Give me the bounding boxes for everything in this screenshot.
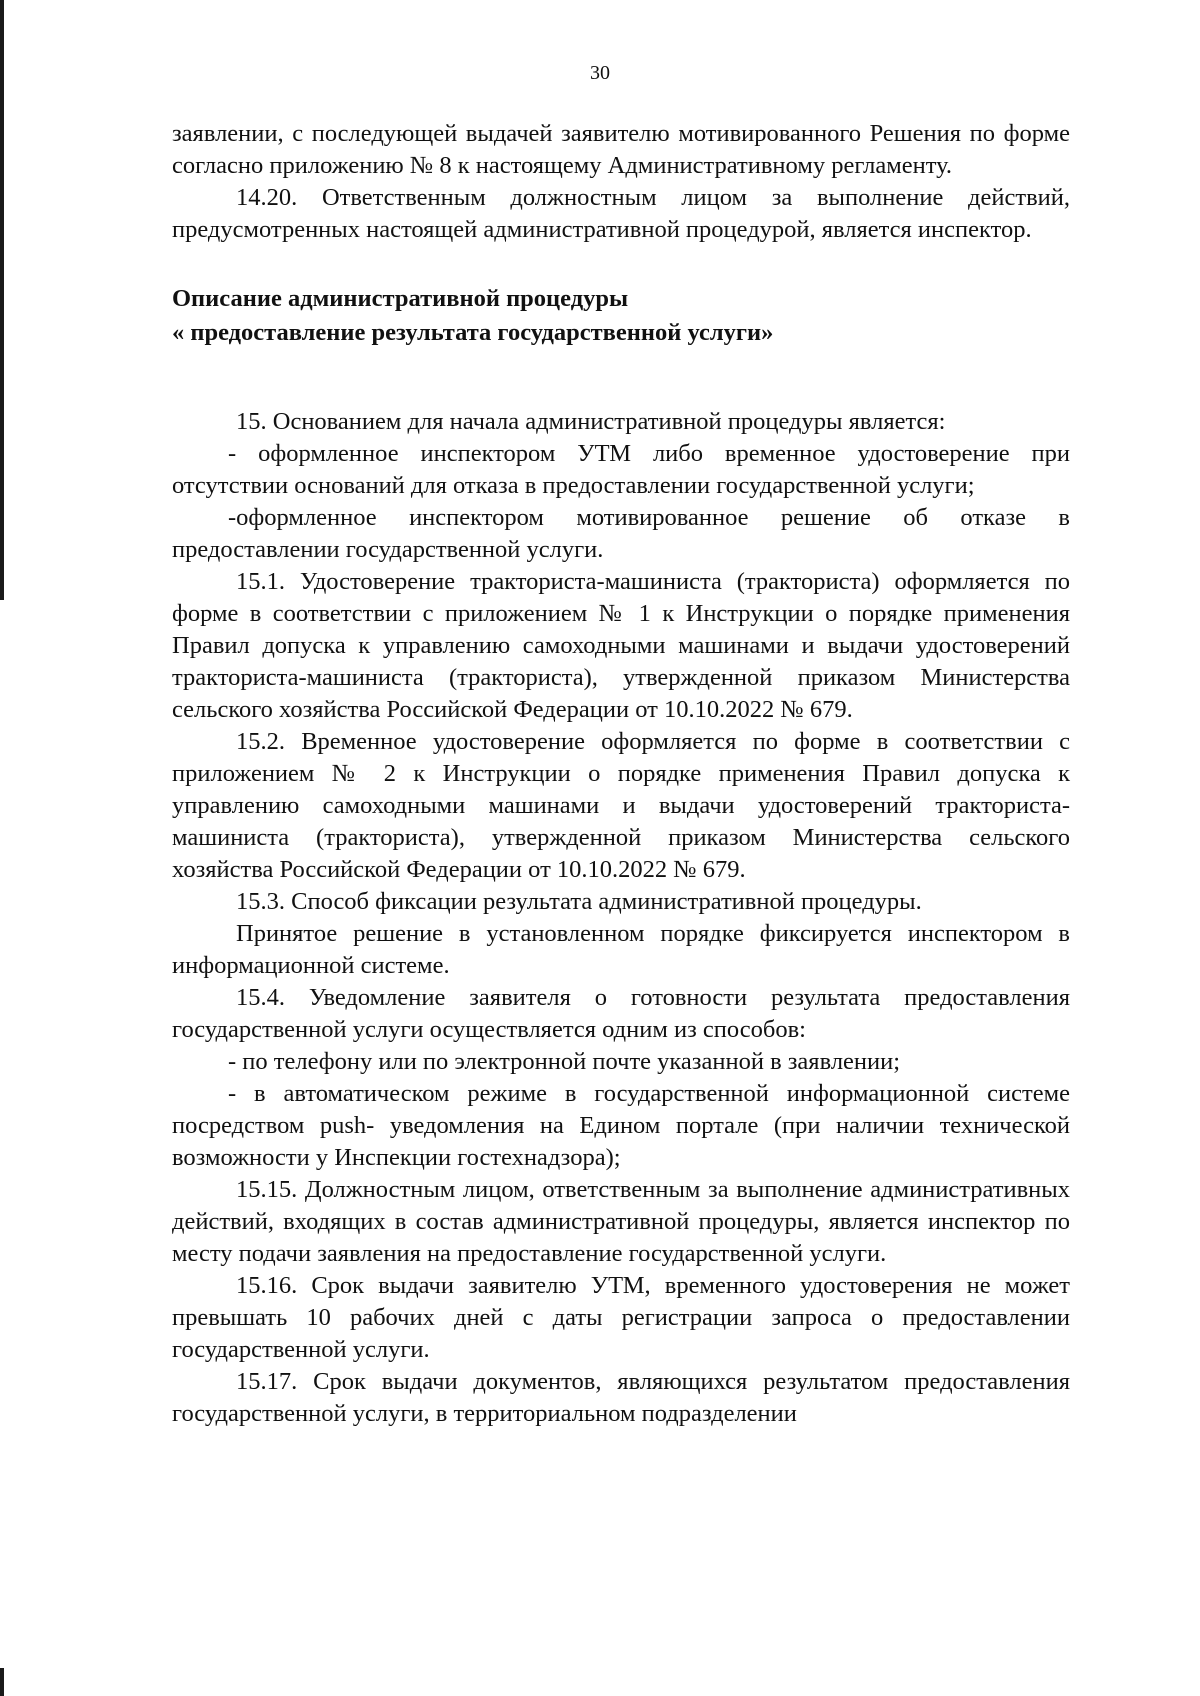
- paragraph: -оформленное инспектором мотивированное решение об отказе в предоставлении государственной услуги.: [172, 504, 1070, 563]
- paragraph: - оформленное инспектором УТМ либо временное удостоверение при отсутствии оснований для отказа в предоставлении государственной услуги;: [172, 440, 1070, 499]
- scan-edge-mark-bottom: [0, 1668, 4, 1696]
- paragraph: - по телефону или по электронной почте указанной в заявлении;: [228, 1048, 901, 1075]
- main-paragraphs: [172, 406, 1070, 1430]
- heading-line-2: « предоставление результата государственной услуги»: [172, 319, 774, 346]
- paragraph: 15.4. Уведомление заявителя о готовности результата предоставления государственной услуги осуществляется одним из способов:: [172, 984, 1070, 1043]
- paragraph: Принятое решение в установленном порядке фиксируется инспектором в информационной системе.: [172, 920, 1070, 979]
- paragraph: 15. Основанием для начала административной процедуры является:: [236, 408, 946, 435]
- paragraph: 15.15. Должностным лицом, ответственным за выполнение административных действий, входящих в состав административной процедуры, является инспектор по месту подачи заявления на предоставление государственной услуги.: [172, 1176, 1070, 1267]
- paragraph: заявлении, с последующей выдачей заявителю мотивированного Решения по форме согласно приложению № 8 к настоящему Административному регламенту.: [172, 120, 1070, 179]
- top-paragraphs: [172, 118, 1070, 246]
- page-number: 30: [590, 62, 610, 84]
- paragraph: 14.20. Ответственным должностным лицом за выполнение действий, предусмотренных настоящей административной процедурой, является инспектор.: [172, 184, 1070, 243]
- paragraph: 15.3. Способ фиксации результата административной процедуры.: [236, 888, 922, 915]
- heading-line-1: Описание административной процедуры: [172, 285, 629, 312]
- section-heading: [172, 282, 1070, 350]
- paragraph: 15.2. Временное удостоверение оформляется по форме в соответствии с приложением № 2 к Инструкции о порядке применения Правил допуска к управлению самоходными машинами и выдачи удостоверений тракториста-машиниста (тракториста), утвержденной приказом Министерства сельского хозяйства Российской Федерации от 10.10.2022 № 679.: [172, 728, 1070, 883]
- scan-edge-mark: [0, 0, 4, 600]
- paragraph: 15.16. Срок выдачи заявителю УТМ, временного удостоверения не может превышать 10 рабочих дней с даты регистрации запроса о предоставлении государственной услуги.: [172, 1272, 1070, 1363]
- paragraph: 15.17. Срок выдачи документов, являющихся результатом предоставления государственной услуги, в территориальном подразделении: [172, 1368, 1070, 1427]
- paragraph: - в автоматическом режиме в государственной информационной системе посредством push- уведомления на Едином портале (при наличии технической возможности у Инспекции гостехнадзора);: [172, 1080, 1070, 1171]
- paragraph: 15.1. Удостоверение тракториста-машиниста (тракториста) оформляется по форме в соответствии с приложением № 1 к Инструкции о порядке применения Правил допуска к управлению самоходными машинами и выдачи удостоверений тракториста-машиниста (тракториста), утвержденной приказом Министерства сельского хозяйства Российской Федерации от 10.10.2022 № 679.: [172, 568, 1070, 723]
- document-body: [172, 118, 1070, 1430]
